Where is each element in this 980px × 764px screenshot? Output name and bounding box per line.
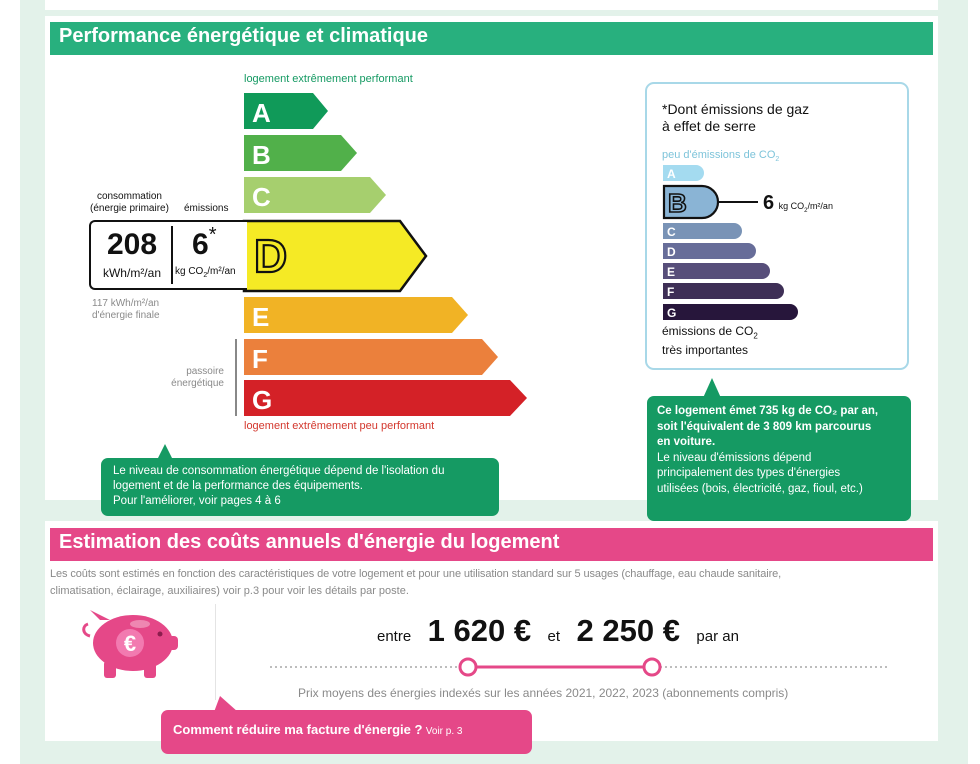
svg-text:G: G <box>252 385 273 415</box>
consumption-unit: kWh/m²/an <box>102 266 161 280</box>
svg-text:C: C <box>252 182 271 212</box>
final-energy-note: 117 kWh/m²/an d'énergie finale <box>92 298 160 321</box>
costs-description: Les coûts sont estimés en fonction des caractéristiques de votre logement et pour une utilisation standard sur 5 usages (chauffage, eau chaude sanitaire, climatisation, éclairage, auxiliaires) voir p.3 pour voir les détails par poste. <box>50 568 782 597</box>
euro-symbol: € <box>123 631 137 656</box>
emissions-header: émissions <box>184 203 229 214</box>
dpe-value-divider <box>171 226 173 284</box>
costs-range: entre 1 620 € et 2 250 € par an <box>377 613 739 648</box>
costs-footnote: Prix moyens des énergies indexés sur les années 2021, 2022, 2023 (abonnements compris) <box>298 686 789 700</box>
dpe-bar-b <box>244 135 357 171</box>
svg-text:D: D <box>254 230 288 282</box>
svg-text:E: E <box>667 265 676 279</box>
costs-divider <box>215 604 216 700</box>
ges-info-bubble: Ce logement émet 735 kg de CO₂ par an, soit l'équivalent de 3 809 km parcourus en voiture. Le niveau d'émissions dépend principalement des types d'énergies utilisées (bois, électricité, gaz, fioul, etc.) <box>647 396 911 521</box>
dpe-bar-c <box>244 177 386 213</box>
dpe-bar-f <box>244 339 498 375</box>
dpe-bottom-label: logement extrêmement peu performant <box>244 420 435 432</box>
svg-text:B: B <box>668 188 687 218</box>
dpe-bar-a <box>244 93 328 129</box>
emissions-value: 6* <box>192 224 217 261</box>
top-panel-strip <box>45 0 938 10</box>
ges-top-label: peu d'émissions de $CO_2$ <box>662 149 780 164</box>
ges-bar-c <box>663 223 742 239</box>
consumption-header: consommation (énergie primaire) <box>90 191 169 214</box>
svg-text:G: G <box>667 306 677 320</box>
svg-text:B: B <box>252 140 271 170</box>
ges-title: *Dont émissions de gaz à effet de serre <box>662 101 810 134</box>
svg-text:A: A <box>667 167 676 181</box>
dpe-bar-e <box>244 297 468 333</box>
svg-text:F: F <box>667 285 675 299</box>
ges-scale <box>660 164 920 324</box>
ges-bar-b-current <box>664 186 758 218</box>
dpe-top-label: logement extrêmement performant <box>244 73 413 85</box>
reduce-bill-cta[interactable]: Comment réduire ma facture d'énergie ? Voir p. 3 <box>161 710 532 754</box>
costs-section-title: Estimation des coûts annuels d'énergie du logement <box>50 528 933 561</box>
svg-text:A: A <box>252 98 271 128</box>
piggy-bank-icon <box>80 606 184 680</box>
ges-bar-d <box>663 243 756 259</box>
min-cost-marker <box>460 659 476 675</box>
ges-bar-a <box>663 165 704 181</box>
max-cost-marker <box>644 659 660 675</box>
emissions-star: * <box>208 224 217 246</box>
emissions-unit: kg $CO_2/m^2/an$ <box>175 266 236 279</box>
svg-text:C: C <box>667 225 676 239</box>
ges-bar-g <box>663 304 798 320</box>
ges-bubble-pointer <box>702 378 722 398</box>
passoire-bracket <box>235 339 237 416</box>
consumption-value: 208 <box>106 228 158 261</box>
dpe-energy-scale <box>230 90 540 420</box>
ges-bottom-label: émissions de $CO_2$ très importantes <box>662 324 758 358</box>
svg-text:D: D <box>667 245 676 259</box>
dpe-section-title: Performance énergétique et climatique <box>50 22 933 55</box>
cost-range-bar <box>268 656 890 678</box>
ges-value: 6 kg $CO_2/m^2/an$ <box>763 192 833 214</box>
ges-bar-e <box>663 263 770 279</box>
passoire-label: passoire énergétique <box>171 366 224 389</box>
svg-text:F: F <box>252 344 268 374</box>
ges-bar-f <box>663 283 784 299</box>
dpe-bar-d-current <box>244 221 426 291</box>
dpe-info-bubble: Le niveau de consommation énergétique dépend de l'isolation du logement et de la performance des équipements. Pour l'améliorer, voir pages 4 à 6 <box>101 458 499 516</box>
dpe-bar-g <box>244 380 527 416</box>
svg-text:E: E <box>252 302 270 332</box>
